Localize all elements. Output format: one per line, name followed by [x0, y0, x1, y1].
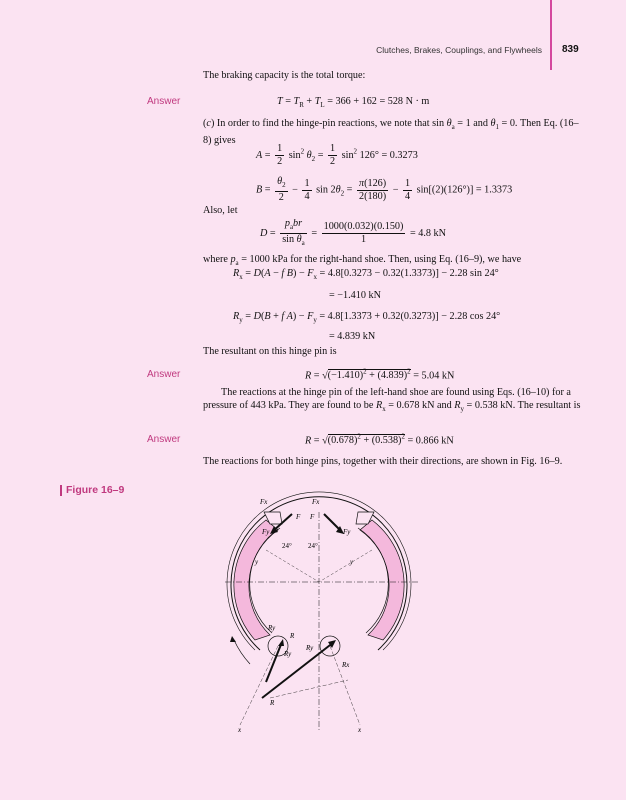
equation-Rx-value: = −1.410 kN — [329, 290, 381, 301]
equation-Ry-value: = 4.839 kN — [329, 331, 376, 342]
label-R-left: R — [290, 632, 295, 640]
label-Fy-left: Fy — [262, 528, 270, 536]
rotation-arrow — [234, 640, 250, 664]
label-x-left: x — [238, 726, 242, 734]
label-Ry-left-2: Ry — [284, 650, 292, 658]
label-Fx-left: Fx — [260, 498, 268, 506]
answer-label-3: Answer — [147, 434, 181, 445]
figure-label: Figure 16–9 — [66, 484, 125, 496]
equation-A: A = $\frac{1}{2}$ $\sin^2 \theta_2$ = $\frac{1}{2}$ $\sin^2 126^\circ = 0.3273$ — [256, 143, 418, 167]
page-number: 839 — [562, 44, 579, 55]
construction-line-4 — [330, 646, 360, 725]
label-y-right: y — [350, 558, 354, 566]
label-angle-right: 24° — [308, 542, 318, 550]
paragraph-resultant: The resultant on this hinge pin is — [203, 346, 337, 357]
paragraph-where-pa: where $p_a = 1000$ kPa for the right-hand shoe. Then, using Eq. (16–9), we have — [203, 254, 522, 268]
lining-right — [360, 520, 404, 640]
equation-R1: $R = √(-1.410)^2 + (4.839)^2 = 5.04$ kN — [305, 368, 455, 382]
equation-torque: $T = T_R + T_L = 366 + 162 = 528$ N · m — [277, 96, 430, 110]
equation-Rx: $R_x = D(A - f$ $B) - F_x = 4.8[0.3273 - 0.32(1.3373)] - 2.28$ sin 24° — [233, 268, 499, 282]
label-R-bottom: R — [270, 699, 275, 707]
lining-left — [234, 520, 278, 640]
header-rule — [550, 0, 552, 70]
answer-label-1: Answer — [147, 96, 181, 107]
label-y-left: y — [255, 558, 259, 566]
construction-line-1 — [266, 550, 319, 582]
paragraph-left-hand-shoe: The reactions at the hinge pin of the left-hand shoe are found using Eqs. (16–10) for a pressure of 443 kPa. They are found to be $R_x = 0.678$ kN and $R_y = 0.538$ kN. The resultant is — [203, 387, 581, 414]
label-Fx-right: Fx — [312, 498, 320, 506]
rotation-arrowhead — [230, 636, 236, 642]
also-let: Also, let — [203, 205, 238, 216]
label-Rx-right: Rx — [342, 661, 350, 669]
paragraph-reactions-both: The reactions for both hinge pins, together with their directions, are shown in Fig. 16–9. — [203, 456, 563, 467]
equation-R2: $R = √(0.678)^2 + (0.538)^2 = 0.866$ kN — [305, 433, 454, 447]
equation-D: D = $\frac{p_abr}{\sin \theta_a}$ = $\frac{1000(0.032)(0.150)}{1}$ = 4.8 kN — [260, 218, 446, 248]
label-angle-left: 24° — [282, 542, 292, 550]
construction-line-2 — [319, 550, 372, 582]
label-Ry-left: Ry — [268, 624, 276, 632]
paragraph-hinge-pin: (c) In order to find the hinge-pin reactions, we note that $\sin \theta_a = 1$ and $\theta_1 = 0$. Then Eq. (16–8) gives — [203, 118, 579, 147]
label-x-right: x — [358, 726, 362, 734]
answer-label-2: Answer — [147, 369, 181, 380]
construction-line-3 — [240, 646, 278, 725]
equation-B: B = $\frac{\theta_2}{2}$ − $\frac{1}{4}$ $\sin 2\theta_2$ = $\frac{\pi(126)}{2(180)}$ − $\frac{1}{4}$ sin[(2)(126°)] = 1.3373 — [256, 176, 513, 204]
running-head: Clutches, Brakes, Couplings, and Flywheels — [376, 45, 542, 55]
label-Ry-right: Ry — [306, 644, 314, 652]
figure-label-bar — [60, 485, 62, 496]
brake-figure — [200, 490, 440, 735]
label-F-left: F — [296, 513, 301, 521]
label-F-right: F — [310, 513, 315, 521]
paragraph-braking-capacity: The braking capacity is the total torque: — [203, 70, 366, 81]
equation-Ry: $R_y = D(B + f$ $A) - F_y = 4.8[1.3373 + 0.32(0.3273)] - 2.28$ cos 24° — [233, 311, 501, 325]
label-Fy-right: Fy — [343, 528, 351, 536]
